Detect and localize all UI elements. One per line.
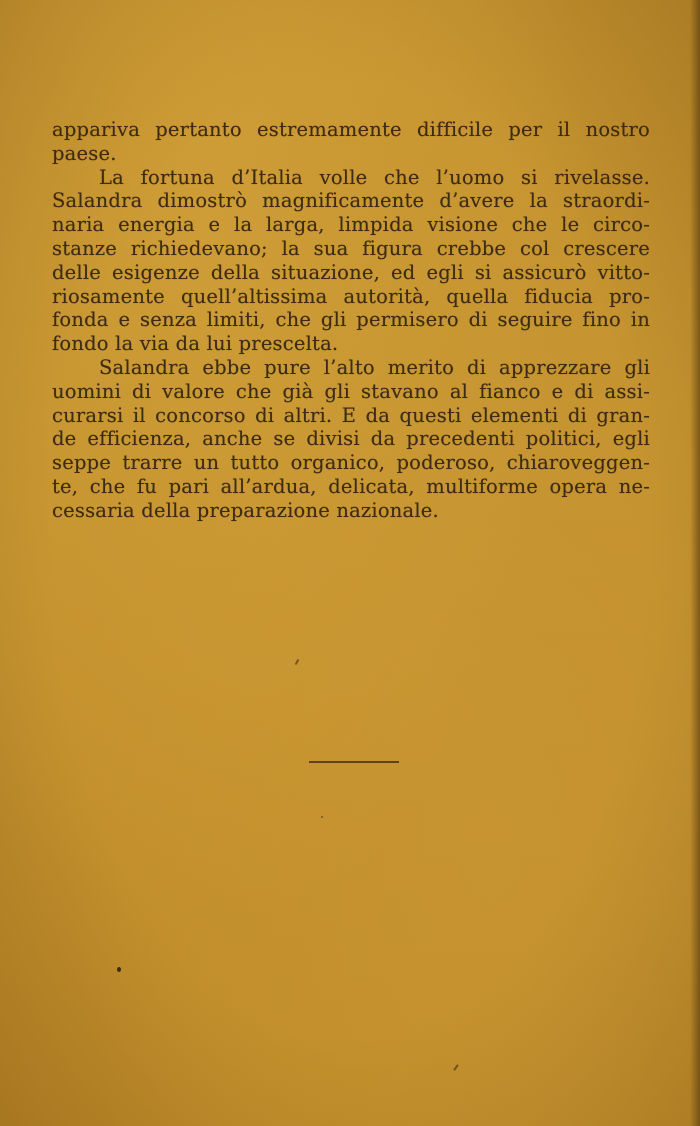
text-line: La fortuna d’Italia volle che l’uomo si rivelasse. [99,165,650,189]
text-line: de efficienza, anche se divisi da precedenti politici, egli [52,427,650,451]
text-line: cessaria della preparazione nazionale. [52,498,439,522]
text-line: stanze richiedevano; la sua figura crebbe col crescere [52,236,650,260]
paper-speck [321,816,323,818]
text-line: Salandra ebbe pure l’alto merito di apprezzare gli [99,355,650,379]
paragraph-1 [52,118,650,166]
paper-speck [117,967,121,972]
paragraph-2 [52,166,650,356]
paper-speck [295,659,300,665]
text-line: naria energia e la larga, limpida visione che le circo- [52,213,650,237]
text-line: curarsi il concorso di altri. E da questi elementi di gran- [52,403,650,427]
text-line: paese. [52,141,117,165]
page-edge-shadow [690,0,700,1126]
text-line: uomini di valore che già gli stavano al fianco e di assi- [52,379,650,403]
text-line: riosamente quell’altissima autorità, quella fiducia pro- [52,284,650,308]
text-line: fondo la via da lui prescelta. [52,332,339,356]
text-line: te, che fu pari all’ardua, delicata, multiforme opera ne- [52,474,650,498]
text-line: delle esigenze della situazione, ed egli si assicurò vitto- [52,260,650,284]
paragraph-3 [52,356,650,523]
text-line: Salandra dimostrò magnificamente d’avere la straordi- [52,189,650,213]
text-line: seppe trarre un tutto organico, poderoso, chiaroveggen- [52,451,650,475]
paper-speck [453,1064,459,1071]
text-line: fonda e senza limiti, che gli permisero di seguire fino in [52,308,650,332]
body-text [52,118,650,523]
text-line: appariva pertanto estremamente difficile per il nostro [52,118,650,141]
section-divider-rule [309,761,399,763]
